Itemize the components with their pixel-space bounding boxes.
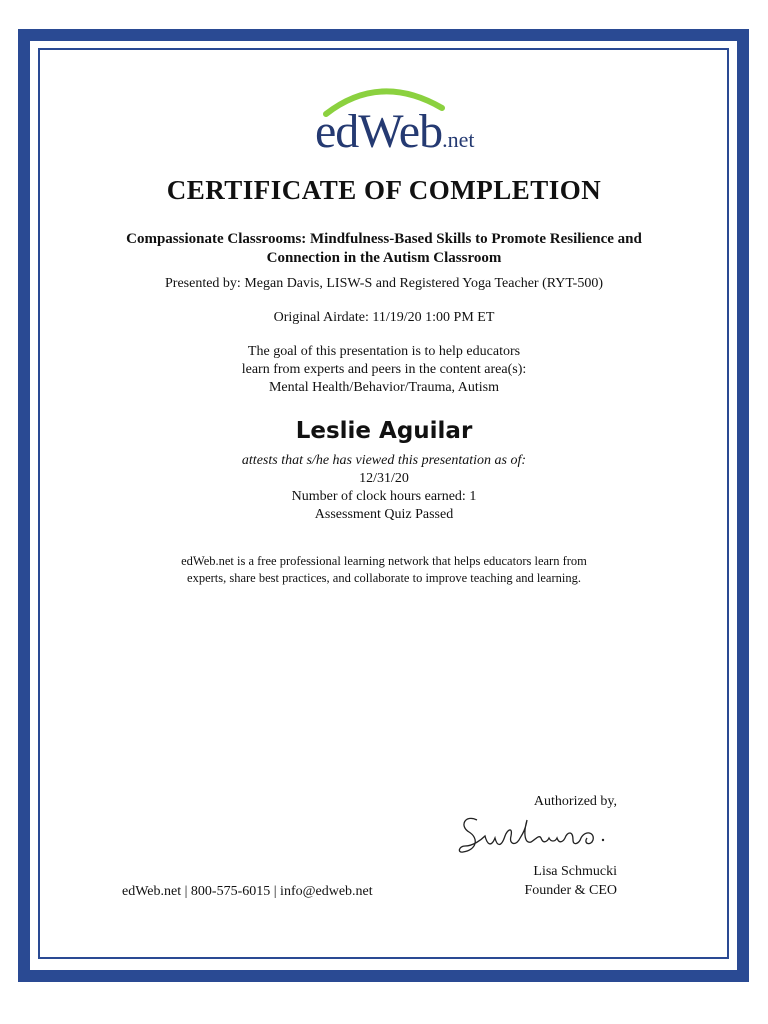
certificate-title: CERTIFICATE OF COMPLETION	[166, 175, 602, 205]
contact-info: edWeb.net | 800-575-6015 | info@edweb.net	[122, 884, 373, 899]
about-line: edWeb.net is a free professional learning network that helps educators learn from	[181, 554, 587, 568]
edweb-logo	[310, 78, 510, 158]
course-title-line: Connection in the Autism Classroom	[266, 250, 502, 266]
logo-main-text: edWeb	[315, 105, 443, 158]
signer-name: Lisa Schmucki	[533, 864, 617, 879]
logo-suffix-text: .net	[442, 127, 475, 152]
logo-wordmark	[315, 105, 475, 158]
recipient-name: Leslie Aguilar	[295, 418, 473, 444]
goal-line: The goal of this presentation is to help educators	[247, 344, 521, 359]
signature-icon	[455, 810, 620, 860]
signer-title: Founder & CEO	[524, 883, 617, 898]
authorized-by-label: Authorized by,	[533, 794, 617, 809]
clock-hours: Number of clock hours earned: 1	[291, 489, 477, 504]
quiz-status: Assessment Quiz Passed	[314, 507, 454, 522]
course-title-line: Compassionate Classrooms: Mindfulness-Based Skills to Promote Resilience and	[126, 231, 642, 247]
completion-date: 12/31/20	[359, 471, 409, 486]
airdate-text: Original Airdate: 11/19/20 1:00 PM ET	[273, 310, 495, 325]
presenter-text: Presented by: Megan Davis, LISW-S and Registered Yoga Teacher (RYT-500)	[165, 276, 603, 291]
goal-line: learn from experts and peers in the content area(s):	[241, 362, 527, 377]
signer-block	[524, 862, 617, 900]
attest-statement: attests that s/he has viewed this presentation as of:	[241, 453, 527, 468]
goal-line: Mental Health/Behavior/Trauma, Autism	[268, 380, 500, 395]
about-edweb	[0, 553, 768, 587]
about-line: experts, share best practices, and collaborate to improve teaching and learning.	[187, 571, 581, 585]
course-title	[0, 230, 768, 268]
attestation-block	[0, 452, 768, 524]
goal-statement	[0, 343, 768, 397]
